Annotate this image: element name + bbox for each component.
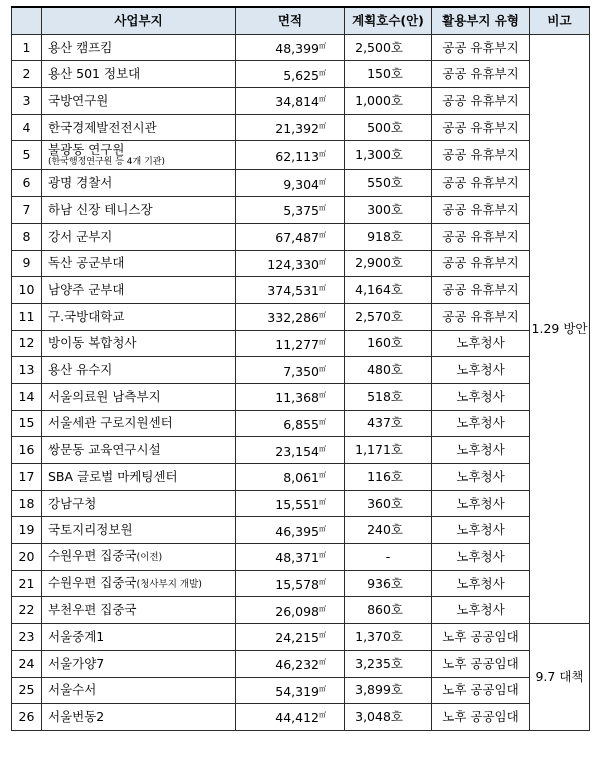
planned-units: 160호 <box>345 330 432 357</box>
planned-units: - <box>345 544 432 571</box>
table-row <box>12 303 590 330</box>
site-type: 노후 공공임대 <box>432 677 530 704</box>
site-name: 강서 군부지 <box>48 228 113 244</box>
planned-units: 437호 <box>345 410 432 437</box>
site-name-cell <box>42 597 236 624</box>
planned-units: 2,500호 <box>345 34 432 61</box>
site-name: 국토지리정보원 <box>48 522 133 538</box>
site-type: 공공 유휴부지 <box>432 197 530 224</box>
area-cell <box>236 34 345 61</box>
site-name: 수원우편 집중국 <box>48 547 137 563</box>
header-no <box>12 7 42 34</box>
area-value: 67,487 <box>275 230 319 246</box>
site-type: 노후청사 <box>432 464 530 491</box>
planned-units: 1,000호 <box>345 88 432 115</box>
site-name-cell <box>42 61 236 88</box>
area-cell <box>236 61 345 88</box>
table-row <box>12 61 590 88</box>
site-name: 서울가양7 <box>48 655 105 671</box>
area-unit: ㎡ <box>319 417 326 426</box>
header-area: 면적 <box>236 7 345 34</box>
table-row <box>12 650 590 677</box>
site-name-cell <box>42 170 236 197</box>
site-name: 쌍문동 교육연구시설 <box>48 442 161 458</box>
row-number: 24 <box>12 650 42 677</box>
site-type: 노후청사 <box>432 544 530 571</box>
planned-units: 360호 <box>345 490 432 517</box>
header-note: 비고 <box>530 7 590 34</box>
planned-units: 2,900호 <box>345 250 432 277</box>
site-type: 노후청사 <box>432 437 530 464</box>
note-cell: 9.7 대책 <box>530 624 590 731</box>
site-name-cell <box>42 88 236 115</box>
site-type: 공공 유휴부지 <box>432 277 530 304</box>
table-row <box>12 223 590 250</box>
area-value: 11,277 <box>275 336 319 352</box>
site-name-suffix: (이전) <box>136 551 163 563</box>
row-number: 3 <box>12 88 42 115</box>
table-row <box>12 704 590 731</box>
row-number: 15 <box>12 410 42 437</box>
row-number: 14 <box>12 383 42 410</box>
area-value: 54,319 <box>275 683 319 699</box>
area-unit: ㎡ <box>319 231 326 240</box>
planned-units: 3,048호 <box>345 704 432 731</box>
row-number: 5 <box>12 141 42 170</box>
site-name: 용산 501 정보대 <box>48 66 141 82</box>
area-unit: ㎡ <box>319 177 326 186</box>
area-unit: ㎡ <box>319 68 326 77</box>
table-row <box>12 34 590 61</box>
area-cell <box>236 197 345 224</box>
area-unit: ㎡ <box>319 471 326 480</box>
site-type: 노후청사 <box>432 330 530 357</box>
table-row <box>12 88 590 115</box>
table-row <box>12 170 590 197</box>
row-number: 22 <box>12 597 42 624</box>
site-type: 노후청사 <box>432 517 530 544</box>
site-type: 공공 유휴부지 <box>432 170 530 197</box>
table-row <box>12 624 590 651</box>
planned-units: 1,300호 <box>345 141 432 170</box>
area-value: 48,399 <box>275 41 319 57</box>
row-number: 13 <box>12 357 42 384</box>
area-cell <box>236 250 345 277</box>
site-type: 노후청사 <box>432 490 530 517</box>
site-name: 하남 신장 테니스장 <box>48 201 153 217</box>
planned-units: 4,164호 <box>345 277 432 304</box>
planned-units: 300호 <box>345 197 432 224</box>
row-number: 17 <box>12 464 42 491</box>
area-cell <box>236 303 345 330</box>
area-cell <box>236 141 345 170</box>
area-value: 6,855 <box>283 417 319 433</box>
table-row <box>12 437 590 464</box>
area-unit: ㎡ <box>319 311 326 320</box>
area-cell <box>236 490 345 517</box>
site-name-cell <box>42 250 236 277</box>
site-type: 공공 유휴부지 <box>432 88 530 115</box>
site-type: 공공 유휴부지 <box>432 34 530 61</box>
area-value: 46,395 <box>275 523 319 539</box>
site-name: 구.국방대학교 <box>48 308 125 324</box>
site-name-cell <box>42 490 236 517</box>
area-cell <box>236 624 345 651</box>
site-name: 서울수서 <box>48 682 97 698</box>
row-number: 2 <box>12 61 42 88</box>
site-type: 노후 공공임대 <box>432 624 530 651</box>
area-unit: ㎡ <box>319 551 326 560</box>
area-cell <box>236 597 345 624</box>
table-row <box>12 383 590 410</box>
site-name-cell <box>42 303 236 330</box>
site-name-cell <box>42 410 236 437</box>
area-value: 46,232 <box>275 657 319 673</box>
area-unit: ㎡ <box>319 578 326 587</box>
area-unit: ㎡ <box>319 604 326 613</box>
area-cell <box>236 517 345 544</box>
planned-units: 116호 <box>345 464 432 491</box>
site-name-cell <box>42 677 236 704</box>
site-name: 서울세관 구로지원센터 <box>48 415 173 431</box>
site-name-cell <box>42 141 236 170</box>
site-name-cell <box>42 357 236 384</box>
area-unit: ㎡ <box>319 631 326 640</box>
table-row <box>12 490 590 517</box>
site-name-cell <box>42 330 236 357</box>
site-name: 방이동 복합청사 <box>48 335 137 351</box>
site-name-cell <box>42 570 236 597</box>
planned-units: 3,235호 <box>345 650 432 677</box>
area-unit: ㎡ <box>319 257 326 266</box>
row-number: 12 <box>12 330 42 357</box>
area-value: 5,625 <box>283 67 319 83</box>
row-number: 26 <box>12 704 42 731</box>
area-value: 7,350 <box>283 363 319 379</box>
site-type: 공공 유휴부지 <box>432 223 530 250</box>
site-type: 노후청사 <box>432 383 530 410</box>
site-name: 남양주 군부대 <box>48 282 125 298</box>
area-value: 5,375 <box>283 203 319 219</box>
area-value: 9,304 <box>283 176 319 192</box>
area-unit: ㎡ <box>319 95 326 104</box>
area-unit: ㎡ <box>319 444 326 453</box>
row-number: 19 <box>12 517 42 544</box>
area-unit: ㎡ <box>319 524 326 533</box>
row-number: 6 <box>12 170 42 197</box>
area-cell <box>236 650 345 677</box>
site-name: 독산 공군부대 <box>48 255 125 271</box>
site-name-cell <box>42 383 236 410</box>
planned-units: 150호 <box>345 61 432 88</box>
area-cell <box>236 330 345 357</box>
table-row <box>12 330 590 357</box>
area-value: 8,061 <box>283 470 319 486</box>
row-number: 4 <box>12 114 42 141</box>
area-value: 26,098 <box>275 603 319 619</box>
site-name: 서울중계1 <box>48 628 105 644</box>
area-unit: ㎡ <box>319 684 326 693</box>
site-name-cell <box>42 624 236 651</box>
site-name-cell <box>42 197 236 224</box>
site-type: 노후청사 <box>432 357 530 384</box>
site-name: 용산 캠프킴 <box>48 39 113 55</box>
area-unit: ㎡ <box>319 41 326 50</box>
planned-units: 3,899호 <box>345 677 432 704</box>
area-value: 15,578 <box>275 577 319 593</box>
table-row <box>12 197 590 224</box>
table-row <box>12 570 590 597</box>
area-cell <box>236 437 345 464</box>
table-row <box>12 277 590 304</box>
site-name: 수원우편 집중국 <box>48 574 137 590</box>
table-row <box>12 250 590 277</box>
row-number: 16 <box>12 437 42 464</box>
header-site: 사업부지 <box>42 7 236 34</box>
row-number: 11 <box>12 303 42 330</box>
area-unit: ㎡ <box>319 364 326 373</box>
area-value: 23,154 <box>275 443 319 459</box>
planned-units: 918호 <box>345 223 432 250</box>
area-value: 48,371 <box>275 550 319 566</box>
site-type: 노후청사 <box>432 570 530 597</box>
site-name: 서울의료원 남측부지 <box>48 388 161 404</box>
table-row <box>12 677 590 704</box>
site-name-suffix: (청사부지 개발) <box>136 578 202 590</box>
area-value: 34,814 <box>275 94 319 110</box>
planned-units: 860호 <box>345 597 432 624</box>
area-cell <box>236 277 345 304</box>
planned-units: 480호 <box>345 357 432 384</box>
area-value: 332,286 <box>267 310 319 326</box>
area-unit: ㎡ <box>319 337 326 346</box>
site-type: 공공 유휴부지 <box>432 114 530 141</box>
site-name-cell <box>42 277 236 304</box>
header-units: 계획호수(안) <box>345 7 432 34</box>
table-row <box>12 544 590 571</box>
site-type: 노후청사 <box>432 410 530 437</box>
table-row <box>12 597 590 624</box>
row-number: 1 <box>12 34 42 61</box>
site-name: 부천우편 집중국 <box>48 602 137 618</box>
area-cell <box>236 410 345 437</box>
area-value: 24,215 <box>275 630 319 646</box>
site-type: 노후 공공임대 <box>432 704 530 731</box>
site-name: 서울번동2 <box>48 709 105 725</box>
table-container <box>11 6 590 731</box>
site-name: 한국경제발전전시관 <box>48 119 157 135</box>
area-cell <box>236 383 345 410</box>
row-number: 21 <box>12 570 42 597</box>
site-type: 공공 유휴부지 <box>432 303 530 330</box>
row-number: 10 <box>12 277 42 304</box>
row-number: 18 <box>12 490 42 517</box>
area-unit: ㎡ <box>319 658 326 667</box>
area-cell <box>236 544 345 571</box>
site-name-cell <box>42 223 236 250</box>
area-cell <box>236 170 345 197</box>
site-name: 강남구청 <box>48 495 97 511</box>
site-name-cell <box>42 34 236 61</box>
area-value: 15,551 <box>275 497 319 513</box>
site-name: 국방연구원 <box>48 92 109 108</box>
site-type: 공공 유휴부지 <box>432 250 530 277</box>
area-unit: ㎡ <box>319 149 326 158</box>
header-type: 활용부지 유형 <box>432 7 530 34</box>
table-row <box>12 464 590 491</box>
row-number: 9 <box>12 250 42 277</box>
area-cell <box>236 704 345 731</box>
site-type: 공공 유휴부지 <box>432 61 530 88</box>
row-number: 20 <box>12 544 42 571</box>
site-table <box>11 6 590 731</box>
area-value: 21,392 <box>275 121 319 137</box>
row-number: 8 <box>12 223 42 250</box>
area-cell <box>236 570 345 597</box>
table-row <box>12 357 590 384</box>
area-unit: ㎡ <box>319 204 326 213</box>
table-row <box>12 141 590 170</box>
site-name-cell <box>42 437 236 464</box>
area-value: 124,330 <box>267 256 319 272</box>
area-cell <box>236 114 345 141</box>
area-cell <box>236 677 345 704</box>
row-number: 25 <box>12 677 42 704</box>
note-cell: 1.29 방안 <box>530 34 590 623</box>
area-cell <box>236 464 345 491</box>
area-unit: ㎡ <box>319 122 326 131</box>
site-name-cell <box>42 650 236 677</box>
area-unit: ㎡ <box>319 497 326 506</box>
table-row <box>12 410 590 437</box>
site-name: SBA 글로벌 마케팅센터 <box>48 468 178 484</box>
area-value: 11,368 <box>275 390 319 406</box>
planned-units: 240호 <box>345 517 432 544</box>
area-value: 44,412 <box>275 710 319 726</box>
site-name-cell <box>42 114 236 141</box>
site-type: 공공 유휴부지 <box>432 141 530 170</box>
area-value: 374,531 <box>267 283 319 299</box>
row-number: 7 <box>12 197 42 224</box>
site-name: 용산 유수지 <box>48 362 113 378</box>
site-name-cell <box>42 544 236 571</box>
table-row <box>12 114 590 141</box>
site-type: 노후청사 <box>432 597 530 624</box>
planned-units: 936호 <box>345 570 432 597</box>
planned-units: 1,370호 <box>345 624 432 651</box>
site-name-subtitle: (한국행정연구원 등 4개 기관) <box>48 156 165 167</box>
site-name-cell <box>42 517 236 544</box>
site-name: 광명 경찰서 <box>48 175 113 191</box>
header-row <box>12 7 590 34</box>
area-unit: ㎡ <box>319 711 326 720</box>
planned-units: 1,171호 <box>345 437 432 464</box>
row-number: 23 <box>12 624 42 651</box>
area-cell <box>236 357 345 384</box>
site-name-cell <box>42 704 236 731</box>
planned-units: 550호 <box>345 170 432 197</box>
area-cell <box>236 88 345 115</box>
area-cell <box>236 223 345 250</box>
area-unit: ㎡ <box>319 284 326 293</box>
area-unit: ㎡ <box>319 391 326 400</box>
site-name-cell <box>42 464 236 491</box>
planned-units: 518호 <box>345 383 432 410</box>
planned-units: 500호 <box>345 114 432 141</box>
table-row <box>12 517 590 544</box>
site-type: 노후 공공임대 <box>432 650 530 677</box>
area-value: 62,113 <box>275 149 319 165</box>
table-body <box>12 34 590 730</box>
site-name: 불광동 연구원 <box>48 141 125 157</box>
planned-units: 2,570호 <box>345 303 432 330</box>
